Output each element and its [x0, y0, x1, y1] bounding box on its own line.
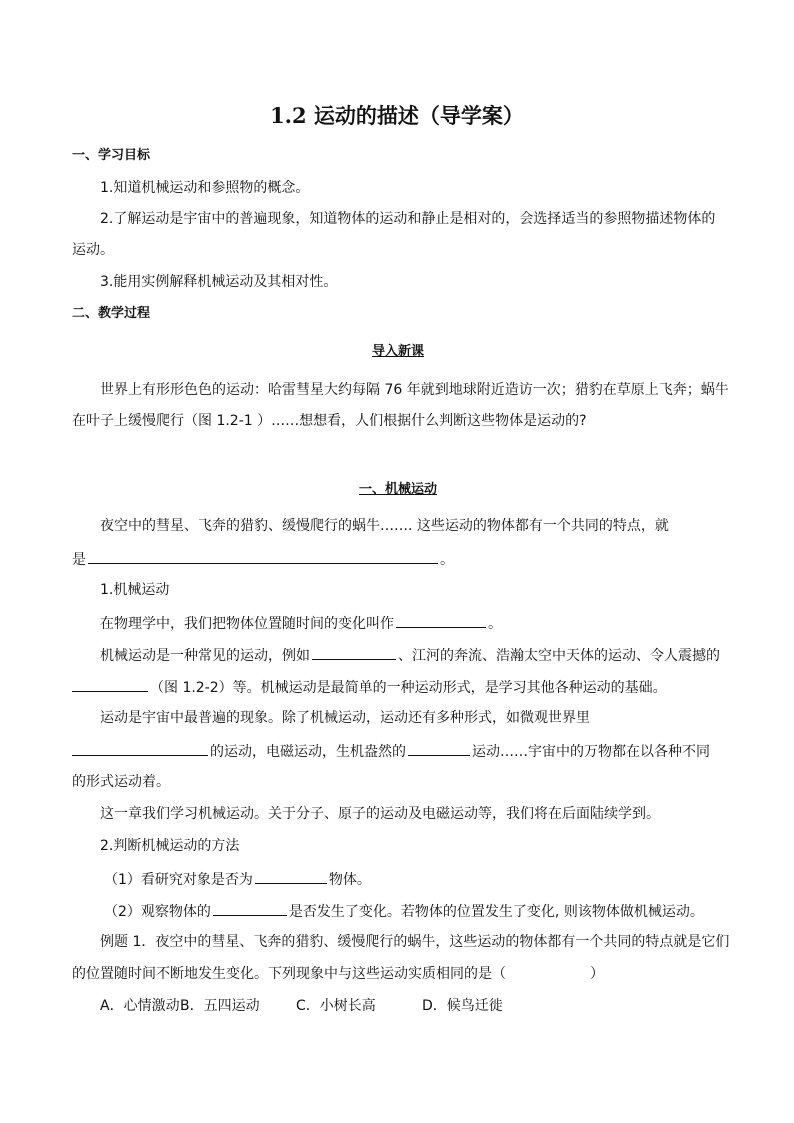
section-heading-goals: 一、学习目标: [72, 148, 151, 163]
mech-paragraph-line: 夜空中的彗星、飞奔的猎豹、缓慢爬行的蜗牛……. 这些运动的物体都有一个共同的特点，就: [100, 518, 669, 534]
goal-item-1: 1.知道机械运动和参照物的概念。: [100, 180, 310, 196]
goal-item-2-cont: 运动。: [72, 242, 114, 258]
subsection-title-intro: 导入新课: [371, 344, 424, 359]
mech-paragraph-line: 是 。: [72, 548, 724, 570]
intro-paragraph-line: 在叶子上缓慢爬行（图 1.2-1 ）……想想看，人们根据什么判断这些物体是运动的?: [72, 413, 587, 429]
answer-blank[interactable]: [88, 548, 438, 564]
method-item-1: （1）看研究对象是否为 物体。: [104, 868, 724, 890]
option-c[interactable]: C．小树长高: [296, 998, 376, 1014]
answer-blank[interactable]: [72, 676, 148, 692]
answer-blank[interactable]: [72, 740, 208, 756]
option-a[interactable]: A．心情激动: [100, 998, 180, 1014]
subsection-title-mechanical: 一、机械运动: [358, 482, 437, 497]
example-question-cont: 的位置随时间不断地发生变化。下列现象中与这些运动实质相同的是（ ）: [72, 966, 604, 982]
subheading-mechanical-motion: 1.机械运动: [100, 582, 170, 598]
answer-blank[interactable]: [408, 740, 470, 756]
option-b[interactable]: B．五四运动: [180, 998, 260, 1014]
answer-blank[interactable]: [255, 868, 327, 884]
page-title: 1.2 运动的描述（导学案）: [270, 103, 524, 128]
goal-item-2: 2.了解运动是宇宙中的普遍现象，知道物体的运动和静止是相对的，会选择适当的参照物描述物体的: [100, 211, 716, 227]
goal-item-3: 3.能用实例解释机械运动及其相对性。: [100, 274, 338, 290]
answer-blank[interactable]: [396, 612, 486, 628]
answer-blank[interactable]: [213, 900, 287, 916]
answer-blank[interactable]: [312, 644, 396, 660]
answer-options: [100, 996, 724, 1016]
subheading-judge-method: 2.判断机械运动的方法: [100, 838, 240, 854]
chapter-note: 这一章我们学习机械运动。关于分子、原子的运动及电磁运动等，我们将在后面陆续学到。: [100, 806, 660, 822]
universe-paragraph-line: 的运动，电磁运动，生机盎然的 运动……宇宙中的万物都在以各种不同: [72, 740, 724, 762]
definition-line: 在物理学中，我们把物体位置随时间的变化叫作 。: [100, 612, 724, 634]
example-question: 例题 1．夜空中的彗星、飞奔的猎豹、缓慢爬行的蜗牛，这些运动的物体都有一个共同的特点就是它们: [100, 934, 730, 950]
intro-paragraph-line: 世界上有形形色色的运动：哈雷彗星大约每隔 76 年就到地球附近造访一次；猎豹在草原上飞奔；蜗牛: [100, 382, 729, 398]
option-d[interactable]: D．候鸟迁徙: [422, 998, 503, 1014]
universe-paragraph-line: 的形式运动着。: [72, 774, 170, 790]
universe-paragraph-line: 运动是宇宙中最普遍的现象。除了机械运动，运动还有多种形式，如微观世界里: [100, 710, 590, 726]
example-line-cont: （图 1.2-2）等。机械运动是最简单的一种运动形式，是学习其他各种运动的基础。: [72, 676, 724, 698]
method-item-2: （2）观察物体的 是否发生了变化。若物体的位置发生了变化, 则该物体做机械运动。: [104, 900, 724, 922]
section-heading-process: 二、教学过程: [72, 306, 151, 321]
example-line: 机械运动是一种常见的运动，例如 、江河的奔流、浩瀚太空中天体的运动、令人震撼的: [100, 644, 724, 666]
